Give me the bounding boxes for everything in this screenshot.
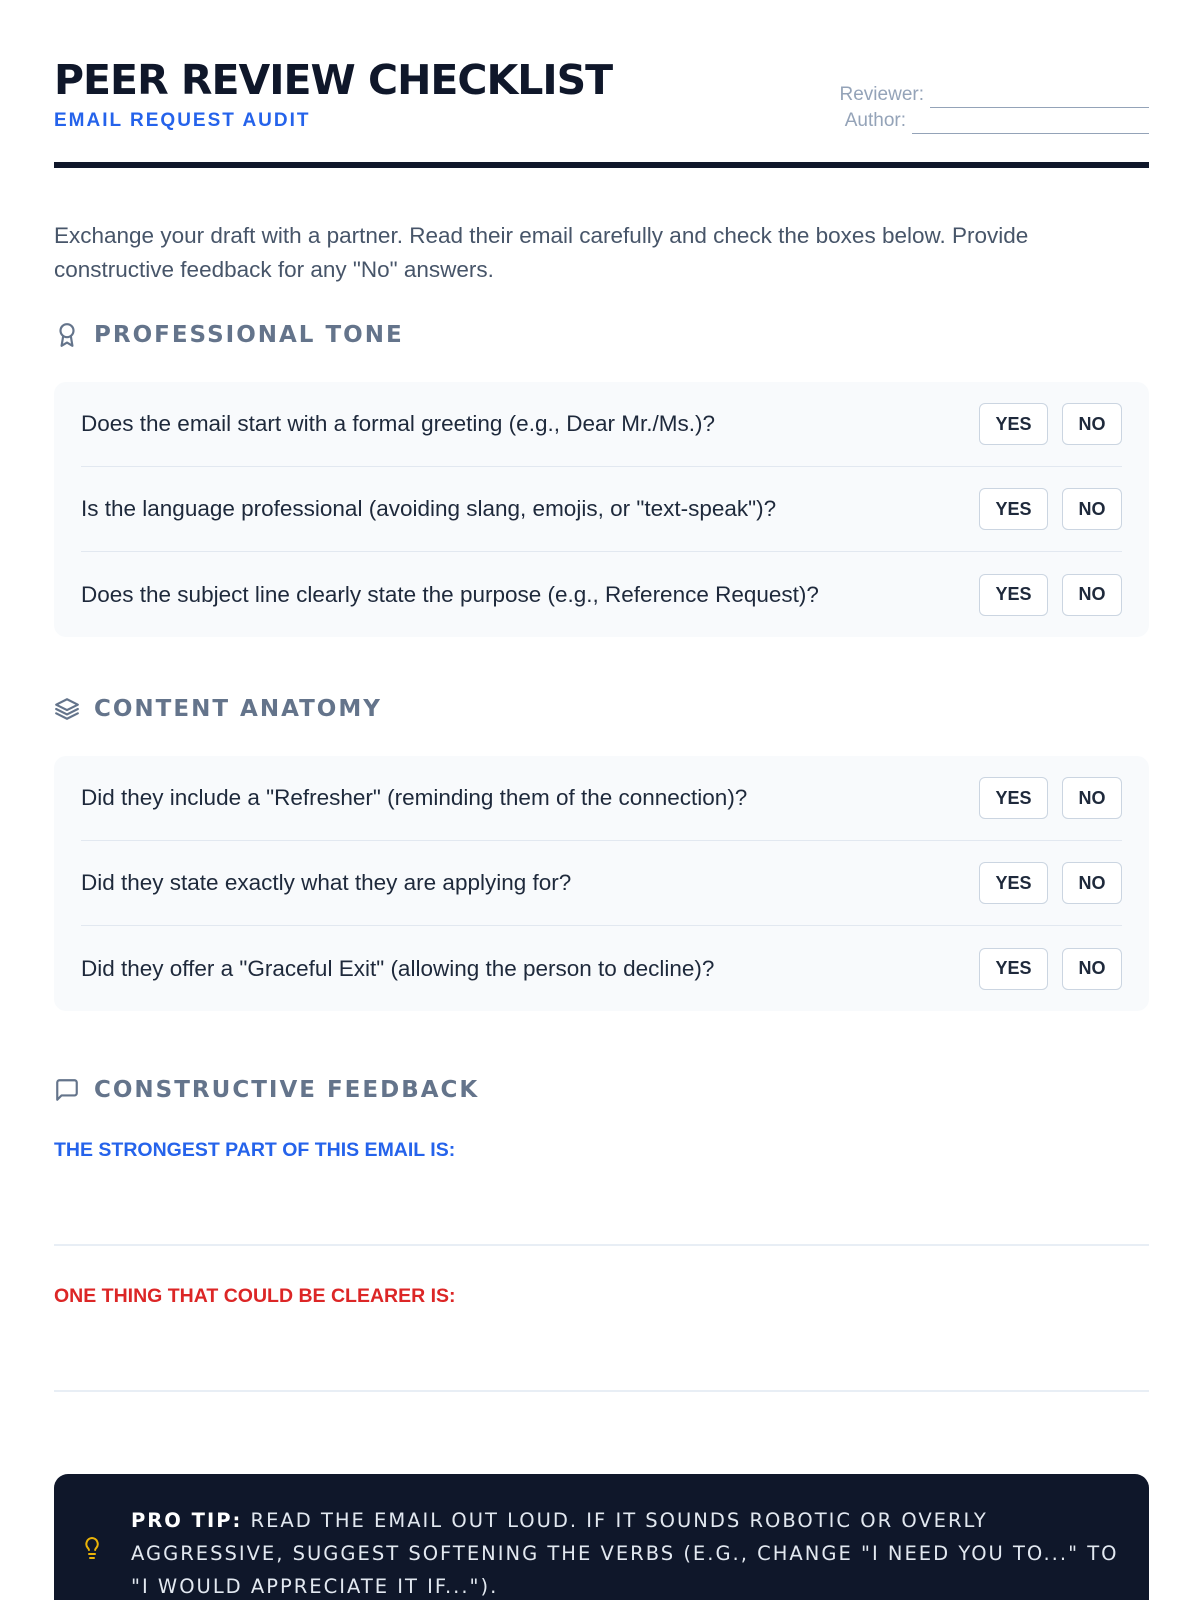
- author-label: Author:: [844, 110, 906, 131]
- question-text: Does the subject line clearly state the purpose (e.g., Reference Request)?: [81, 581, 819, 607]
- checklist-row: [81, 841, 1122, 926]
- answer-buttons: [979, 403, 1122, 445]
- section-title: CONTENT ANATOMY: [94, 696, 382, 722]
- clearer-answer-line[interactable]: [54, 1390, 1149, 1392]
- author-field[interactable]: [840, 108, 1149, 134]
- no-button[interactable]: NO: [1062, 777, 1122, 819]
- section-header-feedback: [54, 1077, 479, 1103]
- layers-icon: [54, 696, 80, 722]
- answer-buttons: [979, 574, 1122, 616]
- no-button[interactable]: NO: [1062, 488, 1122, 530]
- yes-button[interactable]: YES: [979, 948, 1048, 990]
- clearer-label: ONE THING THAT COULD BE CLEARER IS:: [54, 1285, 456, 1307]
- name-fields: [840, 82, 1149, 134]
- checklist-row: [81, 756, 1122, 841]
- section-header-professional-tone: [54, 322, 404, 348]
- pro-tip-lead: PRO TIP:: [131, 1509, 243, 1532]
- question-text: Does the email start with a formal greeting (e.g., Dear Mr./Ms.)?: [81, 411, 715, 436]
- checklist-row: [81, 552, 1122, 637]
- reviewer-line[interactable]: [930, 90, 1149, 108]
- message-square-icon: [54, 1077, 80, 1103]
- strongest-part-answer-line[interactable]: [54, 1244, 1149, 1246]
- pro-tip-box: [54, 1474, 1149, 1600]
- answer-buttons: [979, 862, 1122, 904]
- worksheet-page: [54, 0, 1149, 1598]
- checklist-card-professional-tone: [54, 382, 1149, 637]
- yes-button[interactable]: YES: [979, 403, 1048, 445]
- page-title: PEER REVIEW CHECKLIST: [54, 56, 613, 104]
- author-line[interactable]: [912, 116, 1149, 134]
- lightbulb-icon: [80, 1536, 104, 1560]
- strongest-part-label: THE STRONGEST PART OF THIS EMAIL IS:: [54, 1139, 456, 1161]
- answer-buttons: [979, 777, 1122, 819]
- no-button[interactable]: NO: [1062, 574, 1122, 616]
- award-icon: [54, 322, 80, 348]
- page-header: [54, 0, 1149, 168]
- instructions: Exchange your draft with a partner. Read their email carefully and check the boxes below. Provide constructive feedback for any "No" answers.: [54, 223, 1029, 282]
- reviewer-field[interactable]: [840, 82, 1149, 108]
- question-text: Did they state exactly what they are applying for?: [81, 870, 572, 895]
- yes-button[interactable]: YES: [979, 488, 1048, 530]
- checklist-row: [81, 382, 1122, 467]
- question-text: Did they offer a "Graceful Exit" (allowing the person to decline)?: [81, 955, 715, 981]
- pro-tip-text: [131, 1504, 1121, 1600]
- no-button[interactable]: NO: [1062, 948, 1122, 990]
- section-title: PROFESSIONAL TONE: [94, 322, 404, 348]
- question-text: Is the language professional (avoiding slang, emojis, or "text-speak")?: [81, 496, 777, 521]
- section-header-content-anatomy: [54, 696, 382, 722]
- answer-buttons: [979, 948, 1122, 990]
- yes-button[interactable]: YES: [979, 862, 1048, 904]
- checklist-row: [81, 926, 1122, 1011]
- checklist-card-content-anatomy: [54, 756, 1149, 1011]
- section-title: CONSTRUCTIVE FEEDBACK: [94, 1077, 480, 1103]
- no-button[interactable]: NO: [1062, 403, 1122, 445]
- yes-button[interactable]: YES: [979, 574, 1048, 616]
- no-button[interactable]: NO: [1062, 862, 1122, 904]
- reviewer-label: Reviewer:: [839, 84, 924, 105]
- yes-button[interactable]: YES: [979, 777, 1048, 819]
- answer-buttons: [979, 488, 1122, 530]
- page-subtitle: EMAIL REQUEST AUDIT: [54, 110, 311, 131]
- pro-tip-body: READ THE EMAIL OUT LOUD. IF IT SOUNDS ROBOTIC OR OVERLY AGGRESSIVE, SUGGEST SOFTENING THE VERBS (E.G., CHANGE "I NEED YOU TO..." TO "I WOULD APPRECIATE IT IF...").: [131, 1509, 1119, 1598]
- checklist-row: [81, 467, 1122, 552]
- question-text: Did they include a "Refresher" (reminding them of the connection)?: [81, 785, 748, 810]
